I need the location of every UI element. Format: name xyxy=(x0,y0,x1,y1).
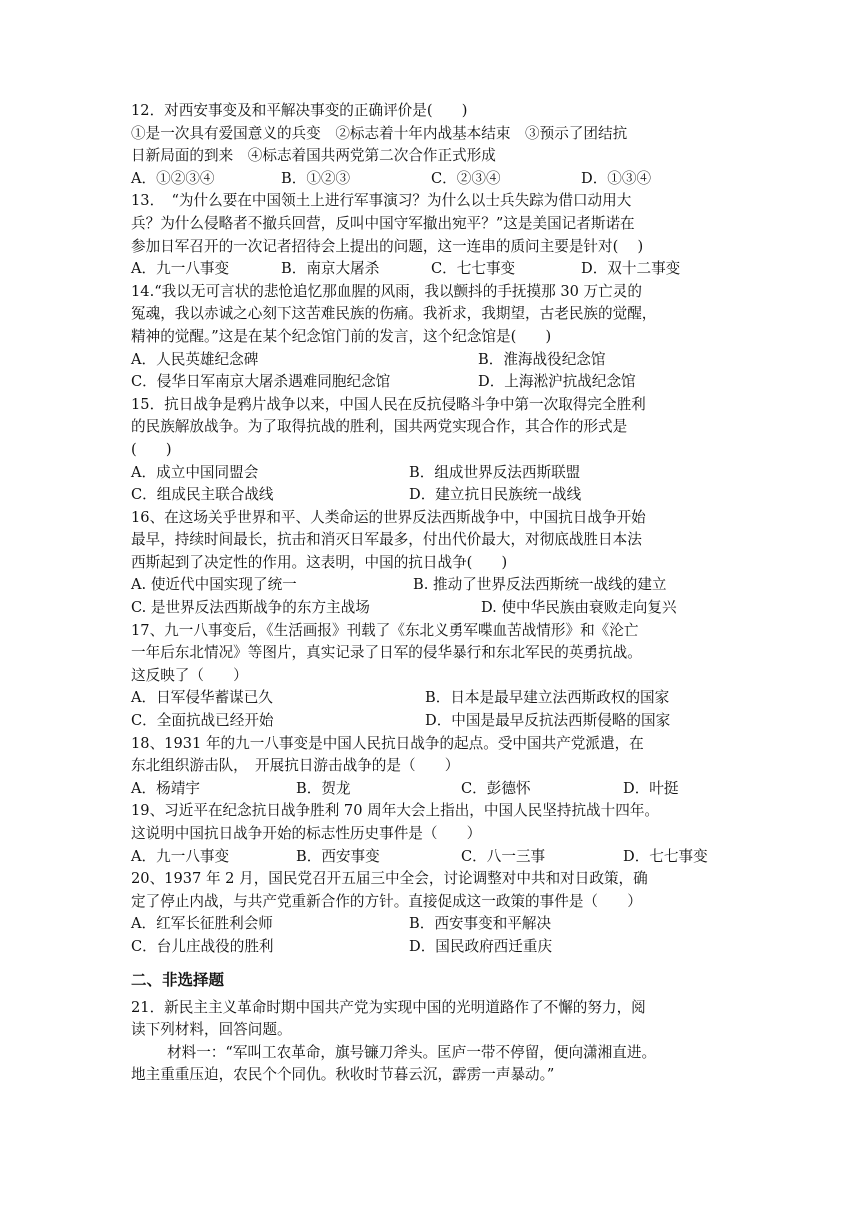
q14-option-b: B．淮海战役纪念馆 xyxy=(478,350,606,368)
q15-line: ( ) xyxy=(131,440,172,458)
q16-line: 最早，持续时间最长，抗击和消灭日军最多，付出代价最大，对彻底战胜日本法 xyxy=(131,531,642,549)
q21-material: 材料一：“军叫工农革命，旗号镰刀斧头。匡庐一带不停留，便向潇湘直进。 xyxy=(167,1043,657,1061)
q14-options-row2 xyxy=(131,371,731,394)
q20-options-row2 xyxy=(131,936,731,959)
q16-options-row1 xyxy=(131,574,731,597)
q17-line: 一年后东北情况》等图片，真实记录了日军的侵华暴行和东北军民的英勇抗战。 xyxy=(131,644,642,662)
q16-option-c: C. 是世界反法西斯战争的东方主战场 xyxy=(131,599,370,617)
q21-line: 读下列材料，回答问题。 xyxy=(131,1021,292,1039)
q15-options-row1 xyxy=(131,462,731,485)
q19-option-b: B．西安事变 xyxy=(296,847,380,865)
q15-option-a: A．成立中国同盟会 xyxy=(131,463,259,481)
q16-line: 16、在这场关乎世界和平、人类命运的世界反法西斯战争中，中国抗日战争开始 xyxy=(131,508,646,526)
q19-option-a: A．九一八事变 xyxy=(131,847,230,865)
q18-option-a: A．杨靖宇 xyxy=(131,779,200,797)
q18-options xyxy=(131,778,731,801)
q19-option-c: C．八一三事 xyxy=(461,847,546,865)
q20-option-c: C．台儿庄战役的胜利 xyxy=(131,937,274,955)
q17-options-row1 xyxy=(131,687,731,710)
q12-option-d: D．①③④ xyxy=(581,169,652,187)
q20-line: 定了停止内战，与共产党重新合作的方针。直接促成这一政策的事件是（ ） xyxy=(131,892,642,910)
q12-option-a: A．①②③④ xyxy=(131,169,215,187)
q20-option-a: A．红军长征胜利会师 xyxy=(131,915,273,933)
q17-option-a: A．日军侵华蓄谋已久 xyxy=(131,689,273,707)
q17-line: 这反映了（ ） xyxy=(131,666,248,684)
q14-option-a: A．人民英雄纪念碑 xyxy=(131,350,259,368)
q19-line: 这说明中国抗日战争开始的标志性历史事件是（ ） xyxy=(131,825,482,842)
q17-option-b: B．日本是最早建立法西斯政权的国家 xyxy=(425,689,670,707)
q12-line: ①是一次具有爱国意义的兵变 ②标志着十年内战基本结束 ③预示了团结抗 xyxy=(131,124,628,142)
q18-line: 18、1931 年的九一八事变是中国人民抗日战争的起点。受中国共产党派遣，在 xyxy=(131,734,644,752)
q13-option-d: D．双十二事变 xyxy=(581,260,681,278)
q19-line: 19、习近平在纪念抗日战争胜利 70 周年大会上指出，中国人民坚持抗战十四年。 xyxy=(131,802,660,820)
q13-option-c: C．七七事变 xyxy=(431,260,516,278)
q12-option-b: B．①②③ xyxy=(281,169,351,187)
q16-option-a: A. 使近代中国实现了统一 xyxy=(131,576,297,594)
q18-line: 东北组织游击队， 开展抗日游击战争的是（ ） xyxy=(131,757,460,775)
q12-stem: 12．对西安事变及和平解决事变的正确评价是( ) xyxy=(131,102,468,119)
q20-options-row1 xyxy=(131,913,731,936)
q15-option-c: C．组成民主联合战线 xyxy=(131,486,274,504)
q15-line: 的民族解放战争。为了取得抗战的胜利，国共两党实现合作，其合作的形式是 xyxy=(131,418,628,436)
q13-line: 13． “为什么要在中国领土上进行军事演习？为什么以士兵失踪为借口动用大 xyxy=(131,192,632,210)
q21-line: 21．新民主主义革命时期中国共产党为实现中国的光明道路作了不懈的努力，阅 xyxy=(131,998,646,1016)
q12-options xyxy=(131,168,731,191)
q13-line: 兵？为什么侵略者不撤兵回营，反叫中国守军撤出宛平？”这是美国记者斯诺在 xyxy=(131,214,635,232)
q13-options xyxy=(131,258,731,281)
q14-line: 精神的觉醒。”这是在某个纪念馆门前的发言，这个纪念馆是( ) xyxy=(131,327,552,345)
q17-option-d: D．中国是最早反抗法西斯侵略的国家 xyxy=(425,712,671,730)
q20-option-b: B．西安事变和平解决 xyxy=(409,915,552,933)
q18-option-b: B．贺龙 xyxy=(296,779,351,797)
q13-option-b: B．南京大屠杀 xyxy=(281,260,380,278)
q17-options-row2 xyxy=(131,710,731,733)
q15-option-b: B．组成世界反法西斯联盟 xyxy=(409,463,581,481)
q19-options xyxy=(131,846,731,869)
q15-option-d: D．建立抗日民族统一战线 xyxy=(409,486,582,504)
q13-option-a: A．九一八事变 xyxy=(131,260,230,278)
q16-option-d: D. 使中华民族由衰败走向复兴 xyxy=(481,599,677,617)
q20-line: 20、1937 年 2 月，国民党召开五届三中全会，讨论调整对中共和对日政策，确 xyxy=(131,870,648,888)
q18-option-c: C．彭德怀 xyxy=(461,779,531,797)
q16-line: 西斯起到了决定性的作用。这表明，中国的抗日战争( ) xyxy=(131,553,508,571)
q13-line: 参加日军召开的一次记者招待会上提出的问题，这一连串的质问主要是针对( ) xyxy=(131,237,644,255)
q21-material: 地主重重压迫，农民个个同仇。秋收时节暮云沉，霹雳一声暴动。” xyxy=(131,1066,555,1084)
q14-options-row1 xyxy=(131,349,731,372)
q15-line: 15．抗日战争是鸦片战争以来，中国人民在反抗侵略斗争中第一次取得完全胜利 xyxy=(131,395,646,413)
q16-option-b: B. 推动了世界反法西斯统一战线的建立 xyxy=(413,576,667,594)
q15-options-row2 xyxy=(131,484,731,507)
section-heading: 二、非选择题 xyxy=(131,970,225,989)
exam-page xyxy=(131,100,731,1087)
q14-line: 14.“我以无可言状的悲怆追忆那血腥的风雨，我以颤抖的手抚摸那 30 万亡灵的 xyxy=(131,282,642,300)
q17-option-c: C．全面抗战已经开始 xyxy=(131,712,274,730)
q14-option-d: D．上海淞沪抗战纪念馆 xyxy=(478,373,636,391)
q17-line: 17、九一八事变后，《生活画报》刊载了《东北义勇军喋血苦战情形》和《沦亡 xyxy=(131,621,639,639)
q12-option-c: C．②③④ xyxy=(431,169,501,187)
q16-options-row2 xyxy=(131,597,731,620)
q14-line: 冤魂，我以赤诚之心刻下这苦难民族的伤痛。我祈求，我期望，古老民族的觉醒， xyxy=(131,305,657,323)
q14-option-c: C．侵华日军南京大屠杀遇难同胞纪念馆 xyxy=(131,373,391,391)
q20-option-d: D．国民政府西迁重庆 xyxy=(409,937,553,955)
q18-option-d: D．叶挺 xyxy=(623,779,679,797)
q12-line: 日新局面的到来 ④标志着国共两党第二次合作正式形成 xyxy=(131,147,496,165)
q19-option-d: D．七七事变 xyxy=(623,847,708,865)
